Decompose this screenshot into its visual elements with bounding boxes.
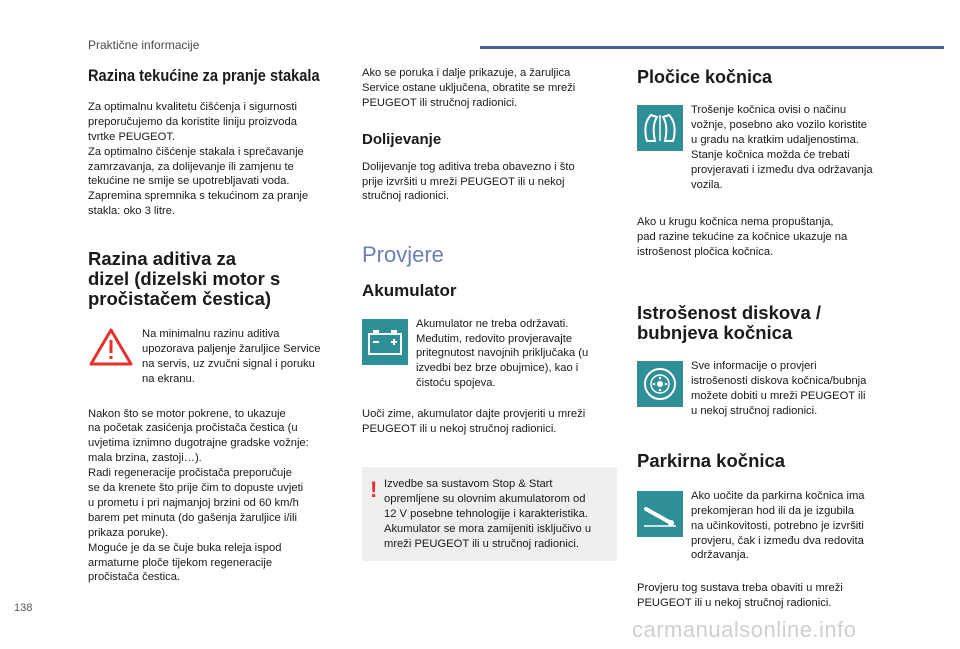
warning-triangle-icon [88,327,134,367]
battery-title: Akumulator [362,281,457,301]
parking-brake-text-2: Provjeru tog sustava treba obaviti u mreži PEUGEOT ili u nekoj stručnoj radionici. [637,582,843,610]
diesel-additive-title: Razina aditiva za dizel (dizelski motor s pročistačem čestica) [88,248,281,310]
brake-discs-row [637,359,889,419]
parking-brake-title: Parkirna kočnica [637,449,786,471]
brake-pads-title: Pločice kočnica [637,67,773,87]
battery-text: Akumulator ne treba održavati. Međutim, redovito provjeravajte pritegnutost navojnih priključaka (u izvedbi bez brze obujmice), kao i čistoću spojeva. [416,317,589,390]
brake-pads-text-2: Ako u krugu kočnica nema propuštanja, pad razine tekućine za kočnice ukazuje na istrošenost pločica kočnica. [637,215,848,258]
diesel-warning-text: Na minimalnu razinu aditiva upozorava paljenje žaruljice Service na servis, uz zvučni signal i poruku na ekranu. [142,328,321,385]
watermark: carmanualsonline.info [632,617,857,642]
column-right [637,66,889,611]
diesel-warning-row [88,327,346,387]
brake-pads-row [637,103,889,192]
battery-winter-text: Uoči zime, akumulator dajte provjeriti u mreži PEUGEOT ili u nekoj stručnoj radionici. [362,408,586,436]
parking-brake-text: Ako uočite da parkirna kočnica ima prekomjeran hod ili da je izgubila na učinkovitosti, potrebno je izvršiti provjeru, čak i između dva redovita održavanja. [691,489,865,562]
column-middle [362,66,617,561]
column-left [88,66,346,585]
brake-pads-icon [637,105,683,151]
parking-brake-row [637,489,889,563]
brake-disc-icon [637,361,683,407]
stop-start-note [362,467,617,561]
diesel-continued-text: Ako se poruka i dalje prikazuje, a žaruljica Service ostane uključena, obratite se mreži PEUGEOT ili stručnoj radionici. [362,67,576,109]
brake-discs-title: Istrošenost diskova / bubnjeva kočnica [637,302,822,344]
header-accent-bar [480,46,944,49]
section-label: Praktične informacije [88,38,200,52]
brake-discs-text: Sve informacije o provjeri istrošenosti diskova kočnica/bubnja možete dobiti u mreži PEUGEOT ili u nekoj stručnoj radionici. [691,360,867,418]
diesel-regeneration-text: Nakon što se motor pokrene, to ukazuje na početak zasićenja pročistača čestica (u uvjetima iznimno dugotrajne gradske vožnje: mala brzina, zastoji…). Radi regeneracije pročistača preporučuje se da krenete što prije čim to dopuste uvjeti u prometu i pri najmanjoj brzini od 60 km/h barem pet minuta (do gašenja žaruljice i/ili prikaza poruke). Moguće je da se čuje buka releja ispod armaturne ploče tijekom regeneracije pročistača čestica. [88,407,309,584]
battery-row [362,317,617,391]
exclamation-icon: ! [370,476,378,502]
refill-title: Dolijevanje [362,130,442,148]
battery-icon [362,319,408,365]
washer-fluid-title: Razina tekućine za pranje stakala [88,66,320,85]
refill-text: Dolijevanje tog aditiva treba obavezno i što prije izvršiti u mreži PEUGEOT ili u nekoj stručnoj radionici. [362,160,575,203]
page-number: 138 [14,602,33,614]
checks-title: Provjere [362,242,444,268]
brake-pads-text: Trošenje kočnica ovisi o načinu vožnje, posebno ako vozilo koristite u gradu na kratkim udaljenostima. Stanje kočnica možda će trebati provjeravati i između dva održavanja vozila. [691,104,873,191]
parking-brake-icon [637,491,683,537]
washer-fluid-text: Za optimalnu kvalitetu čišćenja i sigurnosti preporučujemo da koristite liniju proizvoda tvrtke PEUGEOT. Za optimalno čišćenje stakala i sprečavanje zamrzavanja, za dolijevanje ili zamjenu te tekućine ne smije se upotrebljavati voda. Zapremina spremnika s tekućinom za pranje stakla: oko 3 litre. [88,101,309,218]
stop-start-note-text: Izvedbe sa sustavom Stop & Start opremljene su olovnim akumulatorom od 12 V posebne tehnologije i karakteristika. Akumulator se mora zamijeniti isključivo u mreži PEUGEOT ili u stručnoj radionici. [384,477,592,550]
